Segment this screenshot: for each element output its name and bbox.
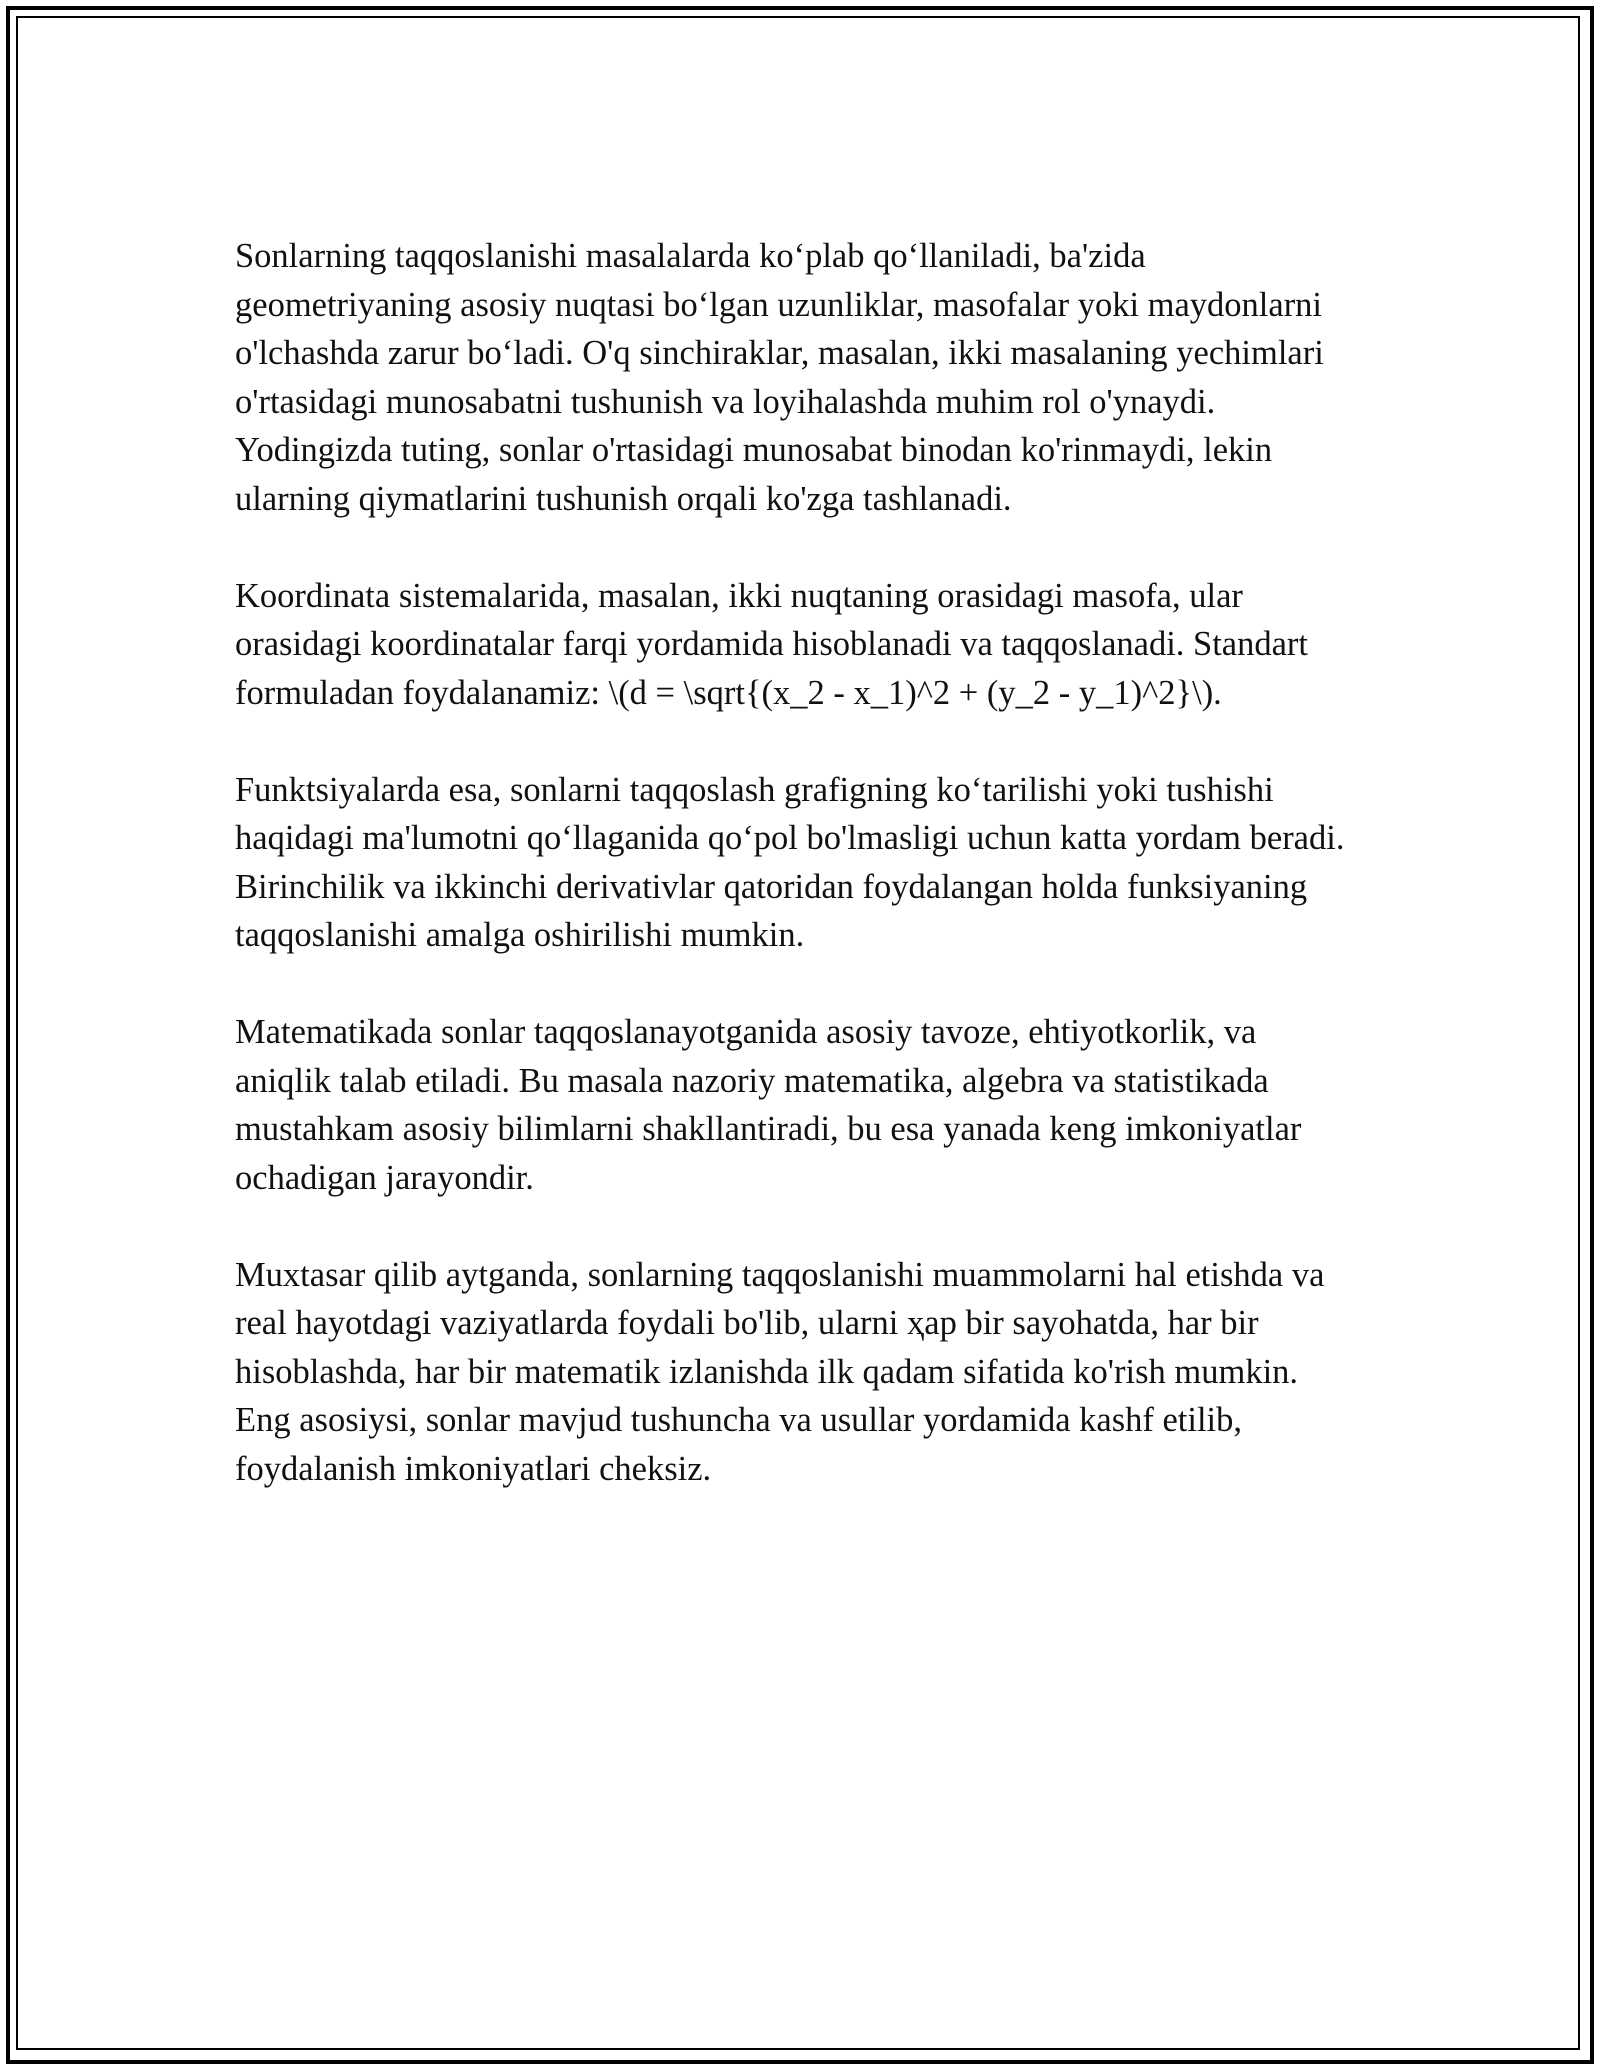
paragraph-mathematics: Matematikada sonlar taqqoslanayotganida asosiy tavoze, ehtiyotkorlik, va aniqlik talab etiladi. Bu masala nazoriy matematika, algebra va statistikada mustahkam asosiy bilimlarni shakllantiradi, bu esa yanada keng imkoniyatlar ochadigan jarayondir. bbox=[235, 1013, 1302, 1197]
paragraph-functions: Funktsiyalarda esa, sonlarni taqqoslash grafigning ko‘tarilishi yoki tushishi haqidagi ma'lumotni qo‘llaganida qo‘pol bo'lmasligi uchun katta yordam beradi. Birinchilik va ikkinchi derivativlar qatoridan foydalangan holda funksiyaning taqqoslanishi amalga oshirilishi mumkin. bbox=[235, 770, 1345, 954]
document-body bbox=[235, 232, 1360, 1493]
paragraph-number-comparison: Sonlarning taqqoslanishi masalalarda ko‘plab qo‘llaniladi, ba'zida geometriyaning asosiy nuqtasi bo‘lgan uzunliklar, masofalar yoki maydonlarni o'lchashda zarur bo‘ladi. O'q sinchiraklar, masalan, ikki masalaning yechimlari o'rtasidagi munosabatni tushunish va loyihalashda muhim rol o'ynaydi. Yodingizda tuting, sonlar o'rtasidagi munosabat binodan ko'rinmaydi, lekin ularning qiymatlarini tushunish orqali ko'zga tashlanadi. bbox=[235, 237, 1324, 518]
paragraph-coordinate-systems: Koordinata sistemalarida, masalan, ikki nuqtaning orasidagi masofa, ular orasidagi koordinatalar farqi yordamida hisoblanadi va taqqoslanadi. Standart formuladan foydalanamiz: \(d = \sqrt{(x_2 - x_1)^2 + (y_2 - y_1)^2}\). bbox=[235, 576, 1309, 712]
paragraph-summary: Muxtasar qilib aytganda, sonlarning taqqoslanishi muammolarni hal etishda va real hayotdagi vaziyatlarda foydali bo'lib, ularni ҳар bir sayohatda, har bir hisoblashda, har bir matematik izlanishda ilk qadam sifatida ko'rish mumkin. Eng asosiysi, sonlar mavjud tushuncha va usullar yordamida kashf etilib, foydalanish imkoniyatlari cheksiz. bbox=[235, 1255, 1325, 1488]
